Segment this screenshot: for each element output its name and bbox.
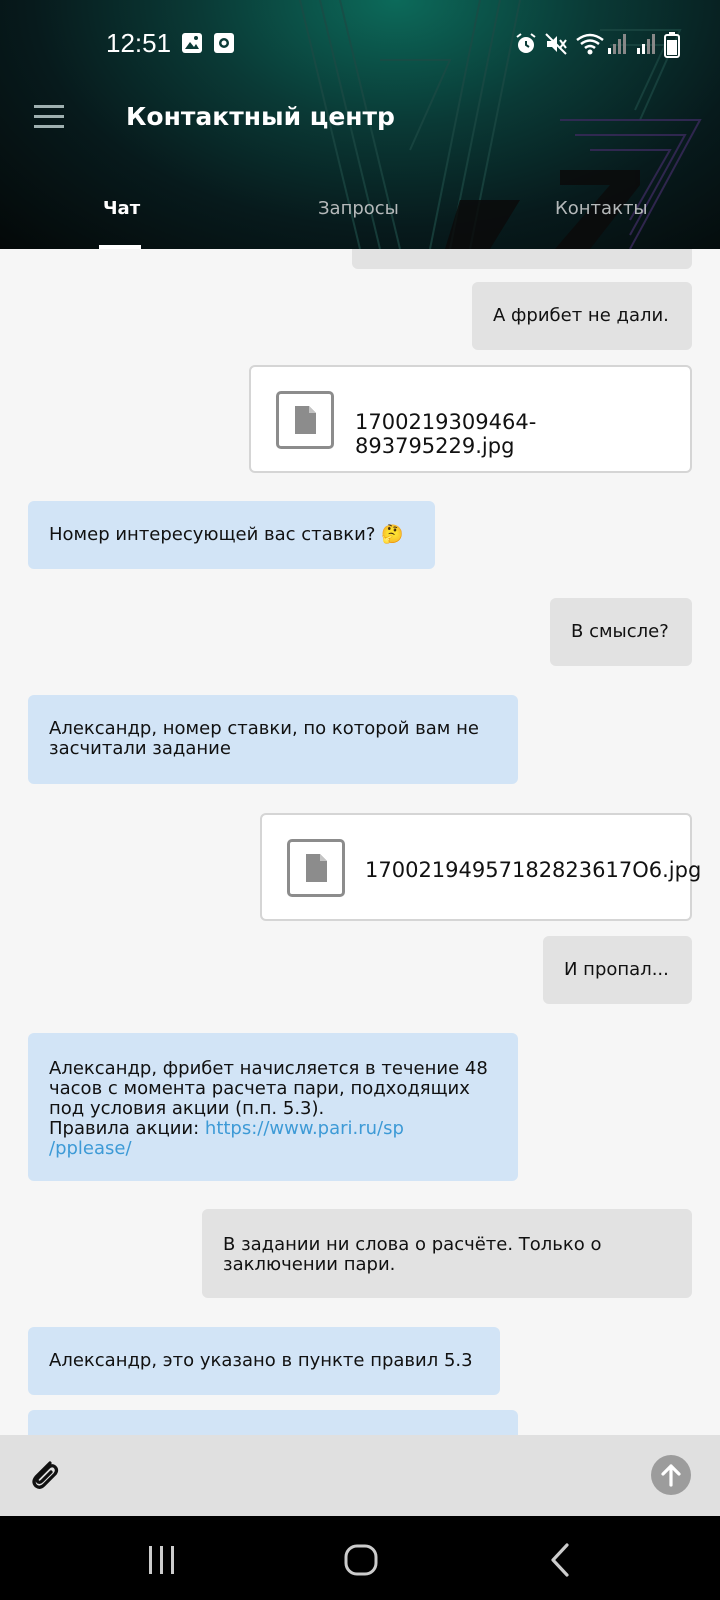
- page-title: Контактный центр: [126, 102, 395, 131]
- file-attachment[interactable]: [249, 365, 692, 473]
- message-text-line: В задании ни слова о расчёте. Только о: [223, 1234, 602, 1255]
- tab-chat[interactable]: Чат: [103, 198, 141, 219]
- wifi-icon: [575, 32, 605, 56]
- message-outgoing: [202, 1209, 692, 1298]
- status-bar: [0, 20, 720, 68]
- message-incoming: [28, 501, 435, 569]
- status-clock: 12:51: [106, 28, 172, 58]
- home-icon[interactable]: [340, 1538, 384, 1582]
- system-navigation-bar: [0, 1516, 720, 1600]
- screen-recorder-icon: [213, 32, 235, 54]
- file-icon: [287, 839, 345, 897]
- gallery-icon: [181, 32, 203, 54]
- message-incoming: [28, 1033, 518, 1181]
- message-bubble-partial: [352, 249, 692, 269]
- message-outgoing: [550, 598, 692, 666]
- message-text-line: Правила акции:: [49, 1118, 205, 1139]
- message-composer: [0, 1435, 720, 1516]
- arrow-up-icon: [651, 1455, 691, 1495]
- rules-link[interactable]: https://www.pari.ru/sp: [204, 1118, 404, 1139]
- signal-icon-2: [635, 32, 655, 56]
- battery-icon: [664, 32, 680, 58]
- tab-requests[interactable]: Запросы: [318, 198, 399, 219]
- message-text: Александр, это указано в пункте правил 5.3: [49, 1350, 473, 1371]
- message-text-line: Александр, номер ставки, по которой вам не: [49, 718, 479, 739]
- message-outgoing: [543, 936, 692, 1004]
- send-button[interactable]: [651, 1455, 691, 1495]
- message-incoming: [28, 1327, 500, 1395]
- message-text-line: часов с момента расчета пари, подходящих: [49, 1078, 470, 1099]
- mute-icon: [544, 32, 568, 56]
- message-text-line: под условия акции (п.п. 5.3).: [49, 1098, 325, 1119]
- active-tab-indicator: [99, 245, 141, 249]
- message-text-line: засчитали задание: [49, 738, 231, 759]
- message-bubble-partial: [28, 1410, 518, 1435]
- message-text: Номер интересующей вас ставки? 🤔: [49, 524, 404, 545]
- back-icon[interactable]: [541, 1538, 585, 1582]
- message-text: А фрибет не дали.: [493, 305, 669, 326]
- message-text: И пропал...: [564, 959, 669, 980]
- message-incoming: [28, 695, 518, 784]
- message-outgoing: [472, 282, 692, 350]
- paperclip-icon[interactable]: [28, 1457, 60, 1493]
- signal-icon-1: [606, 32, 626, 56]
- alarm-icon: [514, 32, 538, 56]
- rules-link-continued[interactable]: /pplease/: [49, 1138, 132, 1159]
- app-header: [0, 0, 720, 249]
- message-text-line: заключении пари.: [223, 1254, 396, 1275]
- message-text-line: Александр, фрибет начисляется в течение 48: [49, 1058, 488, 1079]
- message-text: В смысле?: [571, 621, 669, 642]
- recent-apps-icon[interactable]: [140, 1538, 184, 1582]
- file-icon: [276, 391, 334, 449]
- file-name: 17002194957182823617О6.jpg: [365, 858, 702, 882]
- file-name: 1700219309464-893795229.jpg: [355, 410, 537, 458]
- file-attachment[interactable]: [260, 813, 702, 921]
- tab-contacts[interactable]: Контакты: [555, 198, 648, 219]
- hamburger-icon[interactable]: [32, 100, 66, 134]
